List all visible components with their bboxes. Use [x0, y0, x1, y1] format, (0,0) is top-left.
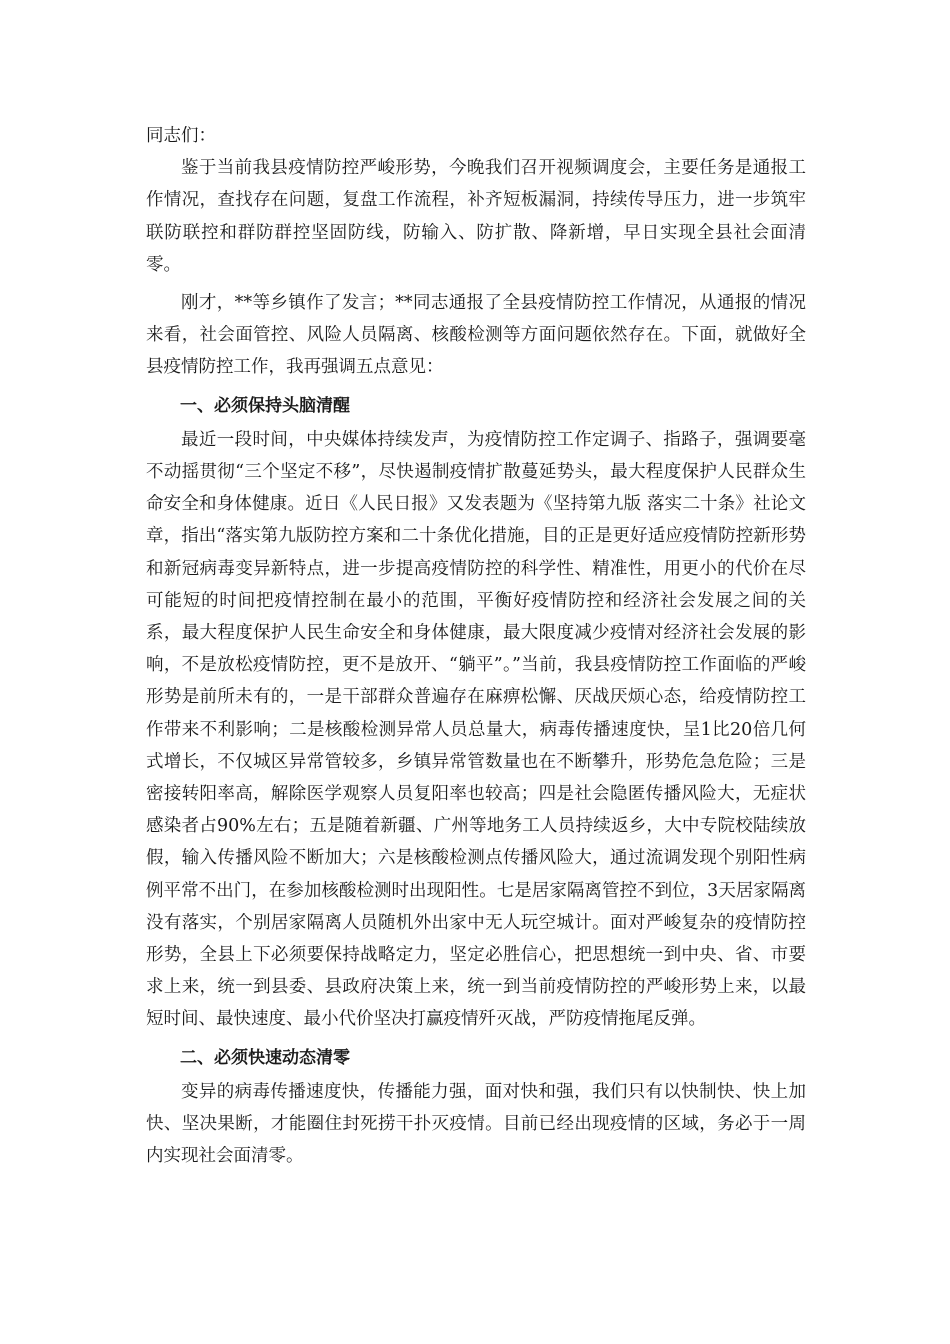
section-body-1: 最近一段时间，中央媒体持续发声，为疫情防控工作定调子、指路子，强调要毫不动摇贯彻“三个坚定不移”，尽快遏制疫情扩散蔓延势头，最大程度保护人民群众生命安全和身体健康。近日《人民日报》又发表题为《坚持第九版 落实二十条》社论文章，指出“落实第九版防控方案和二十条优化措施，目的正是更好适应疫情防控新形势和新冠病毒变异新特点，进一步提高疫情防控的科学性、精准性，用更小的代价在尽可能短的时间把疫情控制在最小的范围，平衡好疫情防控和经济社会发展之间的关系，最大程度保护人民生命安全和身体健康，最大限度减少疫情对经济社会发展的影响，不是放松疫情防控，更不是放开、“躺平”。”当前，我县疫情防控工作面临的严峻形势是前所未有的，一是干部群众普遍存在麻痹松懈、厌战厌烦心态，给疫情防控工作带来不利影响；二是核酸检测异常人员总量大，病毒传播速度快，呈1比20倍几何式增长，不仅城区异常管较多，乡镇异常管数量也在不断攀升，形势危急危险；三是密接转阳率高，解除医学观察人员复阳率也较高；四是社会隐匿传播风险大，无症状感染者占90%左右；五是随着新疆、广州等地务工人员持续返乡，大中专院校陆续放假，输入传播风险不断加大；六是核酸检测点传播风险大，通过流调发现个别阳性病例平常不出门，在参加核酸检测时出现阳性。七是居家隔离管控不到位，3天居家隔离没有落实，个别居家隔离人员随机外出家中无人玩空城计。面对严峻复杂的疫情防控形势，全县上下必须要保持战略定力，坚定必胜信心，把思想统一到中央、省、市要求上来，统一到县委、县政府决策上来，统一到当前疫情防控的严峻形势上来，以最短时间、最快速度、最小代价坚决打赢疫情歼灭战，严防疫情拖尾反弹。 [146, 429, 806, 1030]
section-body-2: 变异的病毒传播速度快，传播能力强，面对快和强，我们只有以快制快、快上加快、坚决果断，才能圈住封死捞干扑灭疫情。目前已经出现疫情的区域，务必于一周内实现社会面清零。 [146, 1081, 806, 1167]
intro-paragraph-1: 鉴于当前我县疫情防控严峻形势，今晚我们召开视频调度会，主要任务是通报工作情况，查找存在问题，复盘工作流程，补齐短板漏洞，持续传导压力，进一步筑牢联防联控和群防群控坚固防线，防输入、防扩散、降新增，早日实现全县社会面清零。 [146, 158, 806, 275]
section-heading-2: 二、必须快速动态清零 [180, 1047, 350, 1068]
salutation: 同志们： [146, 126, 216, 146]
section-heading-1: 一、必须保持头脑清醒 [180, 395, 350, 416]
document-page [146, 120, 806, 1179]
intro-paragraph-2: 刚才，**等乡镇作了发言；**同志通报了全县疫情防控工作情况，从通报的情况来看，社会面管控、风险人员隔离、核酸检测等方面问题依然存在。下面，就做好全县疫情防控工作，我再强调五点意见： [146, 293, 806, 378]
